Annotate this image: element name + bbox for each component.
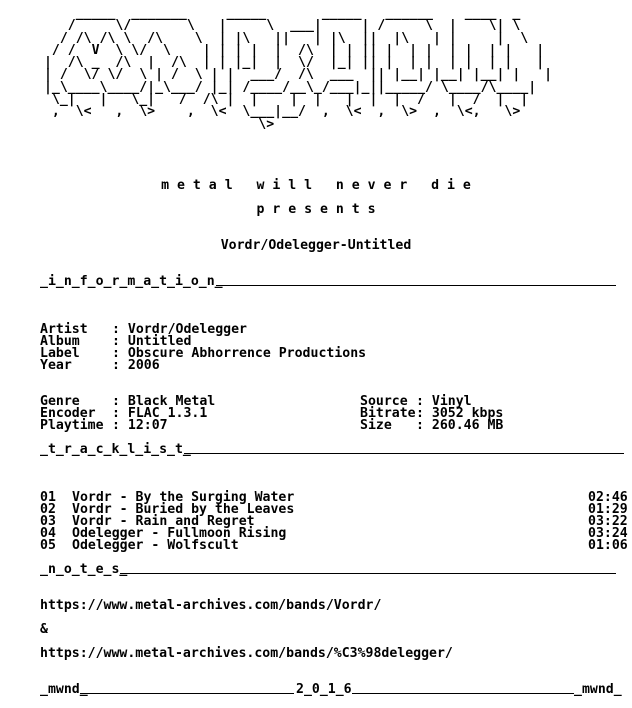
section-header-information: _i_n_f_o_r_m_a_t_i_o_n_ — [40, 274, 223, 289]
notes-link-vordr[interactable]: https://www.metal-archives.com/bands/Vordr/ — [40, 598, 382, 613]
footer-right: _mwnd_ — [574, 682, 622, 697]
ascii-logo: _____ _______ _____ _____ ______ ____ _ / \/ \ | \ ___| | / \ | \| \ / /\ /\ \ /\ \ | |\ || | |\ || |\ | | | \ / / V \ \/ \ | | | | | /\ | | || | | | | | | | | | /\ _ /\ | /\ | | |_| | \/ |_| || | | | | | | | | | / \/ \/ \ | / \ | | ___/ /\ ___ || |__| |__| |__| | | |_\____\____/|_\___/ |_| /____/__\_/___|_||_____/ \____/\____| \_| | \_| / /\ | | | | | | | / | / | | , \< , \> , \< \___|__/ , \< , \> , \<, \> \> — [43, 6, 553, 132]
track-row: 03 Vordr - Rain and Regret 03:22 — [40, 514, 628, 529]
presents-text: p r e s e n t s — [256, 202, 376, 217]
notes-link-odelegger[interactable]: https://www.metal-archives.com/bands/%C3%98delegger/ — [40, 646, 453, 661]
track-row: 04 Odelegger - Fullmoon Rising 03:24 — [40, 526, 628, 541]
info-block-technical — [40, 384, 504, 444]
section-header-tracklist: _t_r_a_c_k_l_i_s_t_ — [40, 442, 191, 457]
tracklist — [40, 480, 628, 564]
section-rule — [216, 285, 616, 286]
notes-ampersand: & — [40, 622, 48, 637]
info-block-primary — [40, 312, 367, 384]
section-rule — [120, 573, 616, 574]
track-row: 02 Vordr - Buried by the Leaves 01:29 — [40, 502, 628, 517]
footer-rule-left — [80, 693, 294, 694]
section-header-notes: _n_o_t_e_s_ — [40, 562, 128, 577]
info-row-encoder: Encoder : FLAC 1.3.1 Bitrate : 3052 kbps — [40, 406, 504, 421]
info-row-year: Year : 2006 — [40, 358, 160, 373]
release-title: Vordr/Odelegger-Untitled — [220, 238, 412, 253]
info-row-album: Album : Untitled — [40, 334, 192, 349]
track-row: 01 Vordr - By the Surging Water 02:46 — [40, 490, 628, 505]
track-row: 05 Odelegger - Wolfscult 01:06 — [40, 538, 628, 553]
section-rule — [184, 453, 624, 454]
info-row-genre: Genre : Black Metal Source : Vinyl — [40, 394, 472, 409]
tagline: m e t a l w i l l n e v e r d i e — [161, 178, 471, 193]
info-row-artist: Artist : Vordr/Odelegger — [40, 322, 247, 337]
info-row-playtime: Playtime : 12:07 Size : 260.46 MB — [40, 418, 504, 433]
info-row-label: Label : Obscure Abhorrence Productions — [40, 346, 367, 361]
footer-rule-right — [352, 693, 574, 694]
footer-year: 2_0_1_6 — [296, 682, 352, 697]
footer-left: _mwnd_ — [40, 682, 88, 697]
